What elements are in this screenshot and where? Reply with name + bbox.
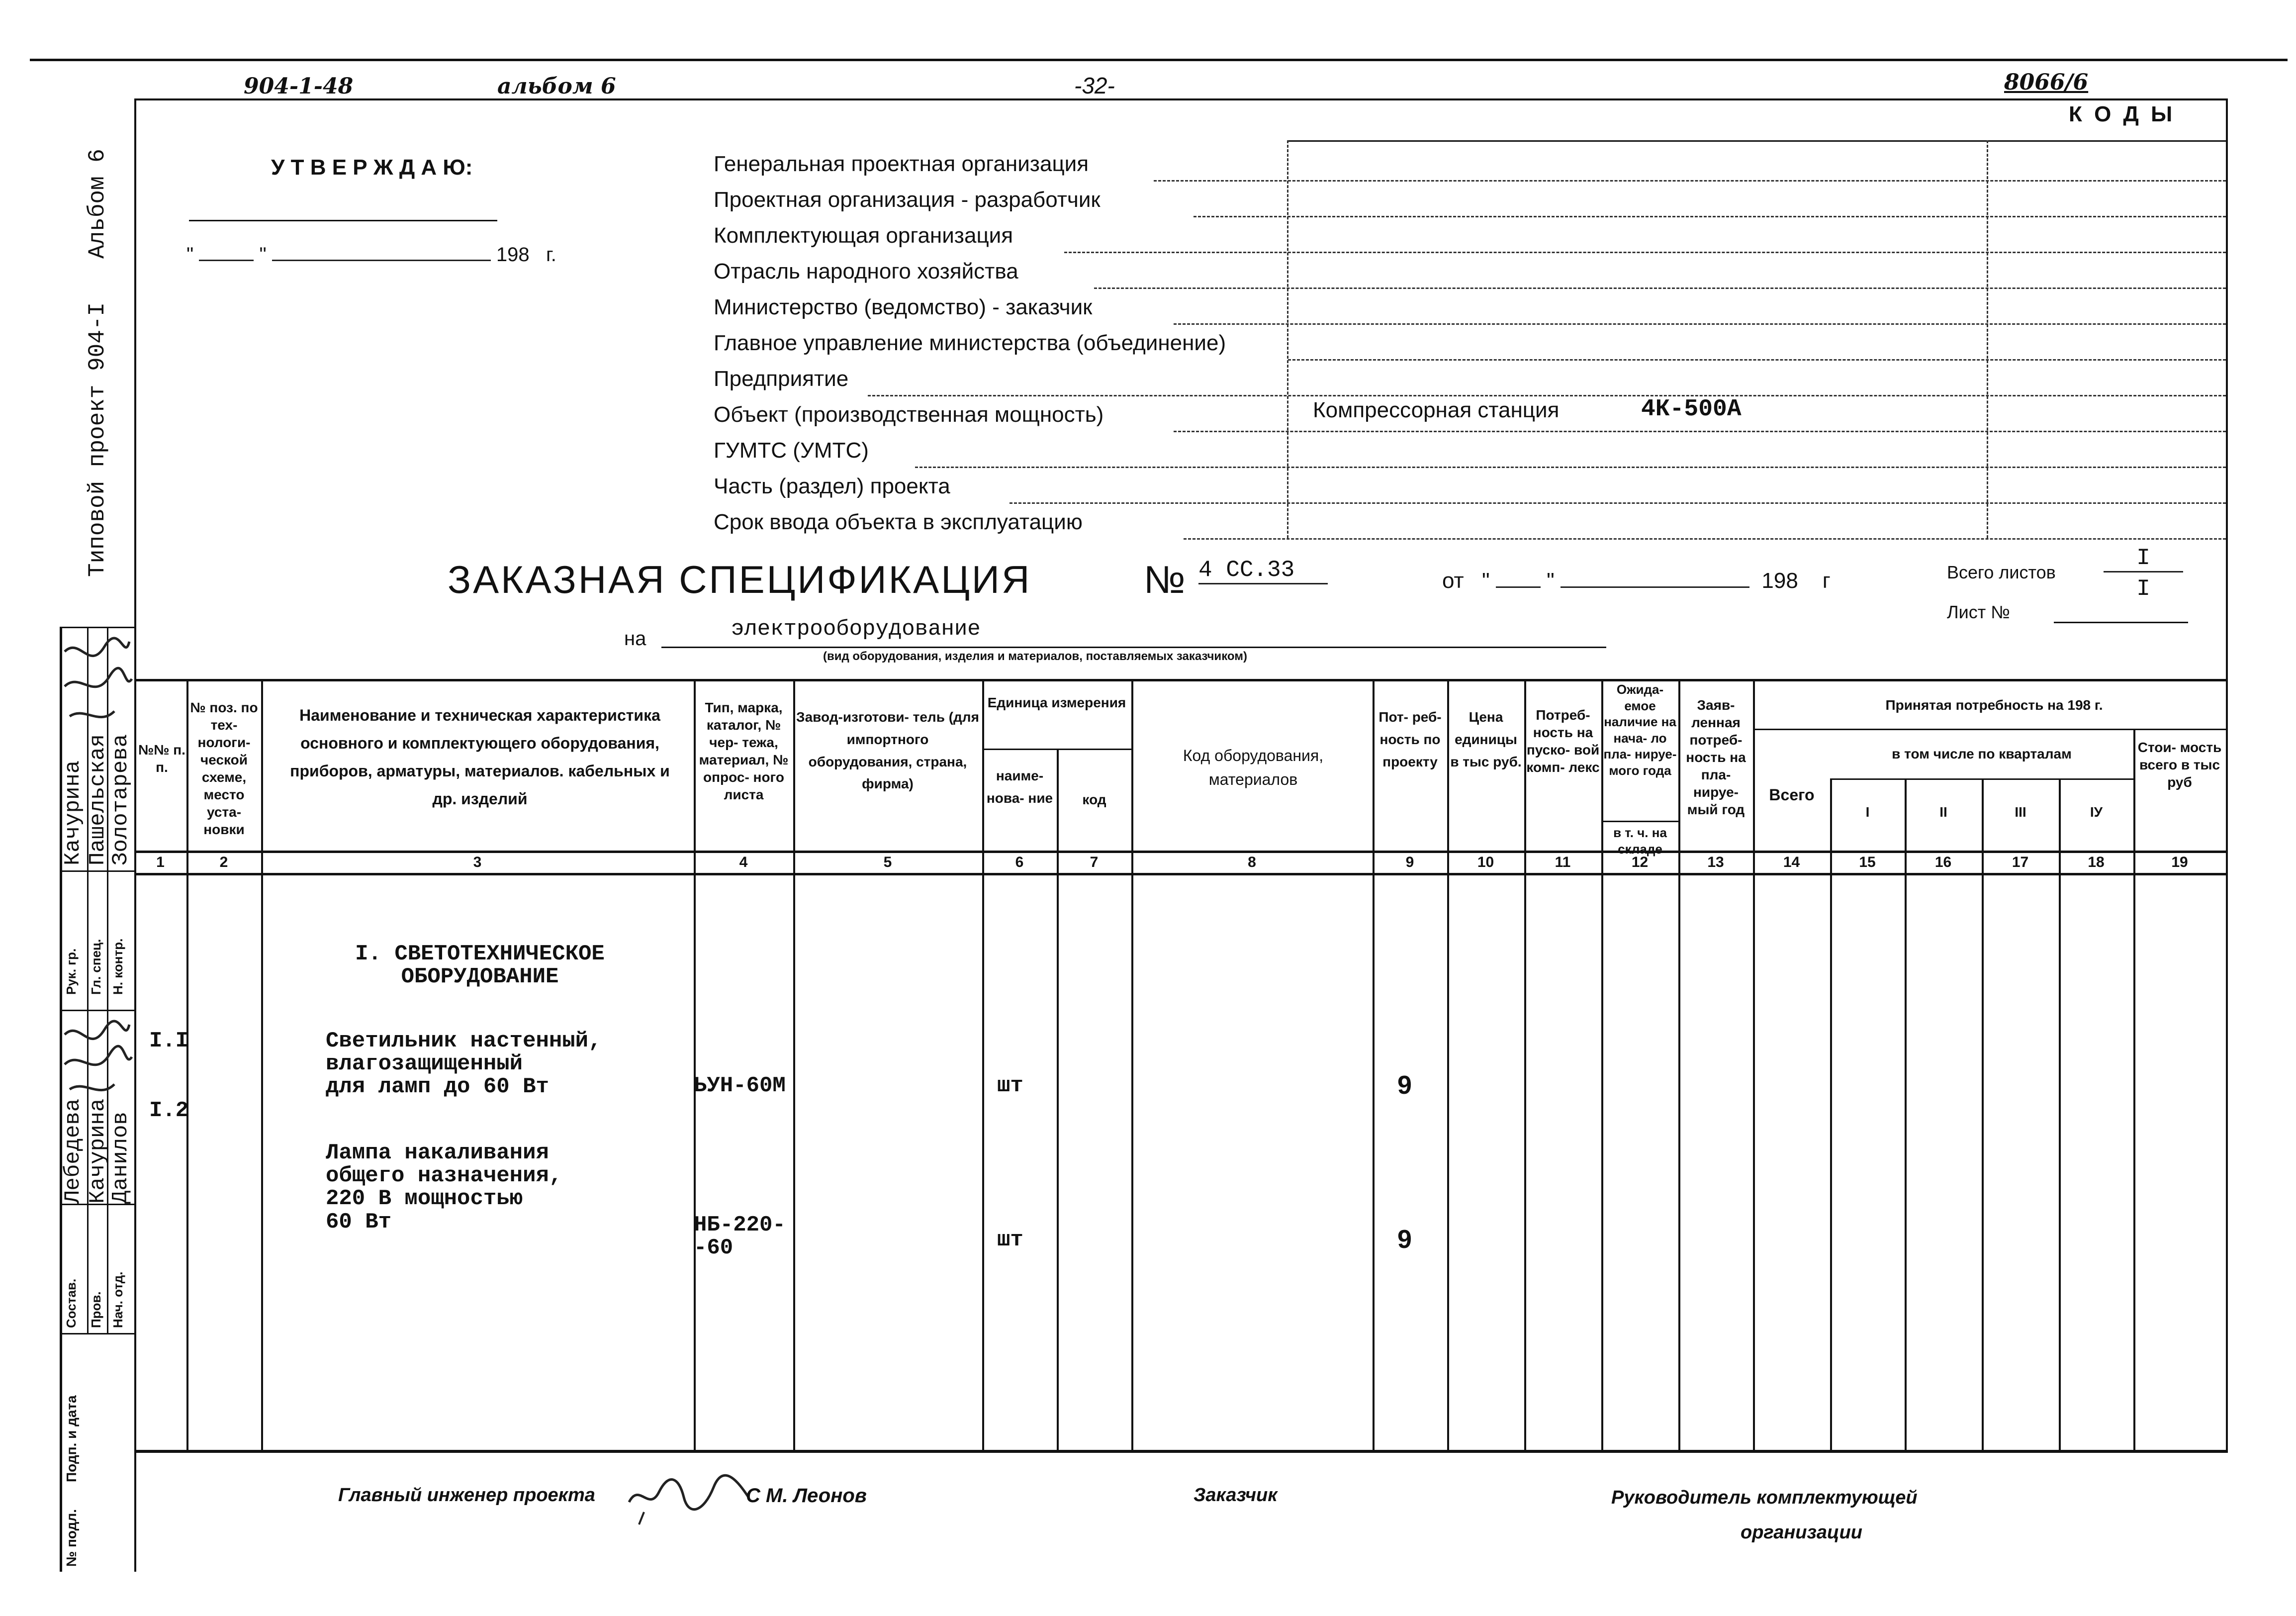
col-num: 13 [1707, 854, 1724, 870]
header-demand: Пот- реб- ность по проекту [1378, 709, 1442, 769]
header-in-stock: в т. ч. на складе [1613, 825, 1667, 856]
row-1-unit: шт [997, 1073, 1023, 1098]
spec-number-prefix: № [1144, 558, 1186, 601]
form-label: Срок ввода объекта в эксплуатацию [714, 510, 1083, 534]
col-num: 16 [1934, 854, 1952, 870]
row-1-qty: 9 [1397, 1071, 1412, 1100]
row-2-type: НБ-220- -60 [694, 1213, 786, 1261]
col-num: 4 [739, 854, 748, 870]
stamp-role: Состав. [64, 1278, 79, 1328]
col-num: 5 [883, 854, 892, 870]
spec-subject-caption: (вид оборудования, изделия и материалов, поставляемых заказчиком) [823, 650, 1247, 663]
date-quote-open: " [186, 244, 194, 266]
approval-date-line [186, 244, 579, 269]
form-label: Министерство (ведомство) - заказчик [714, 295, 1093, 319]
spec-number: 4 СС.33 [1198, 557, 1328, 584]
header-manufacturer: Завод-изготови- тель (для импортного оборудования, страна, фирма) [796, 709, 979, 792]
col-num: 9 [1405, 854, 1414, 870]
row-2-name: Лампа накаливания общего назначения, 220 В мощностью 60 Вт [326, 1141, 562, 1235]
row-2-num: I.2 [149, 1098, 189, 1123]
form-label: Объект (производственная мощность) [714, 402, 1104, 427]
form-label: ГУМТС (УМТС) [714, 438, 869, 463]
col-num: 3 [473, 854, 482, 870]
approval-year-suffix: г. [546, 244, 556, 266]
stamp-role: Гл. спец. [89, 939, 103, 995]
col-num: 8 [1248, 854, 1256, 870]
approval-title: У Т В Е Р Ж Д А Ю: [271, 155, 473, 180]
col-num: 6 [1015, 854, 1024, 870]
form-label: Проектная организация - разработчик [714, 188, 1101, 212]
codes-label: К О Д Ы [2069, 102, 2176, 126]
object-value-2: 4К-500А [1641, 396, 1742, 423]
col-num: 2 [219, 854, 228, 870]
header-q3: III [2015, 804, 2026, 820]
row-1-name: Светильник настенный, влагозащищенный для ламп до 60 Вт [326, 1029, 602, 1100]
col-num: 15 [1859, 854, 1876, 870]
header-declared: Заяв- ленная потреб- ность на пла- нируе- мый год [1686, 697, 1746, 817]
col-num: 19 [2171, 854, 2188, 870]
header-position: № поз. по тех- нологи- ческой схеме, место уста- новки [190, 700, 258, 837]
form-row [714, 331, 2225, 367]
col-num: 12 [1631, 854, 1649, 870]
form-label: Отрасль народного хозяйства [714, 259, 1018, 284]
stamp-name: Пашельская [86, 734, 110, 865]
form-fields [714, 152, 2225, 546]
approval-year: 198 [496, 244, 530, 266]
archive-number: 8066/6 [2004, 70, 2089, 95]
stamp-name: Качурина [61, 760, 86, 865]
header-q1: I [1865, 804, 1870, 820]
header-q2: II [1939, 804, 1947, 820]
form-row [714, 295, 2225, 331]
form-row [714, 259, 2225, 295]
spec-date-line [1482, 569, 1831, 593]
customer-label: Заказчик [1194, 1485, 1278, 1506]
spec-on-label: на [624, 628, 646, 650]
spec-year: 198 [1761, 569, 1798, 593]
side-label-original: № подл. [64, 1509, 79, 1567]
spec-title: ЗАКАЗНАЯ СПЕЦИФИКАЦИЯ [448, 558, 1032, 601]
stamp-name: Золотарева [108, 734, 133, 865]
header-unit-code: код [1082, 792, 1106, 807]
page-number: -32- [1074, 73, 1115, 98]
header-total: Всего [1769, 786, 1815, 804]
form-row [714, 223, 2225, 259]
form-label: Главное управление министерства (объединение) [714, 331, 1226, 355]
header-cost: Стои- мость всего в тыс руб [2137, 740, 2222, 790]
col-num: 10 [1477, 854, 1494, 870]
row-2-unit: шт [997, 1228, 1023, 1252]
row-2-qty: 9 [1397, 1225, 1412, 1254]
chief-engineer-name: С М. Леонов [746, 1485, 867, 1507]
sheet-number: I [2136, 576, 2150, 602]
stamp-signatures-top [60, 632, 134, 731]
header-accepted: Принятая потребность на 198 г. [1885, 697, 2103, 713]
object-value: Компрессорная станция [1313, 398, 1560, 422]
total-sheets-label: Всего листов [1947, 562, 2056, 582]
header-type: Тип, марка, каталог, № чер- тежа, материал, № опрос- ного листа [699, 700, 789, 802]
spec-from-label: от [1442, 569, 1464, 593]
form-row [714, 152, 2225, 188]
header-name: Наименование и техническая характеристика основного и комплектующего оборудования, приборов, арматуры, материалов. кабельных и др. изделий [290, 706, 670, 808]
stamp-role: Пров. [89, 1291, 103, 1328]
col-num: 18 [2088, 854, 2105, 870]
vertical-title-1: Типовой проект 904-I [85, 302, 110, 577]
row-1-num: I.I [149, 1029, 189, 1053]
stamp-name: Лебедева [61, 1098, 86, 1204]
section-title: I. СВЕТОТЕХНИЧЕСКОЕ ОБОРУДОВАНИЕ [355, 942, 605, 990]
stamp-name: Качурина [86, 1098, 110, 1204]
col-num: 14 [1783, 854, 1800, 870]
spec-quote-open: " [1482, 569, 1490, 593]
header-launch-demand: Потреб- ность на пуско- вой комп- лекс [1526, 707, 1600, 775]
spec-subject: электрооборудование [731, 617, 981, 642]
col-num: 7 [1090, 854, 1099, 870]
form-label: Комплектующая организация [714, 223, 1013, 248]
sheet-label: Лист № [1947, 602, 2010, 622]
header-equipment-code: Код оборудования, материалов [1183, 747, 1324, 788]
head-label-2: организации [1741, 1522, 1862, 1543]
form-row [714, 510, 2225, 546]
form-row [714, 474, 2225, 510]
form-label: Часть (раздел) проекта [714, 474, 950, 498]
form-row [714, 188, 2225, 223]
row-1-type: ЬУН-60М [694, 1073, 786, 1098]
side-label-sign-date: Подп. и дата [64, 1395, 79, 1482]
project-number-handwritten: 904-1-48 [244, 74, 354, 99]
header-expected: Ожида- емое наличие на нача- ло пла- нируе- мого года [1603, 682, 1677, 778]
header-price: Цена единицы в тыс руб. [1450, 709, 1522, 769]
album-handwritten: альбом 6 [497, 74, 616, 99]
vertical-title-2: Альбом 6 [85, 149, 110, 259]
total-sheets: I [2104, 545, 2183, 572]
spec-year-suffix: г [1822, 569, 1831, 593]
stamp-name: Данилов [108, 1112, 133, 1204]
stamp-role: Н. контр. [110, 938, 125, 995]
col-num: 11 [1555, 854, 1571, 870]
header-num: №№ п. п. [138, 742, 185, 775]
header-quarters: в том числе по кварталам [1892, 746, 2072, 761]
col-num: 17 [2012, 854, 2029, 870]
header-unit: Единица измерения [987, 695, 1126, 710]
stamp-signatures-bottom [60, 1015, 134, 1104]
chief-engineer-label: Главный инженер проекта [338, 1485, 595, 1506]
head-label-1: Руководитель комплектующей [1611, 1487, 1918, 1508]
stamp-role: Нач. отд. [110, 1271, 125, 1328]
col-num: 1 [156, 854, 165, 870]
header-unit-name: наиме- нова- ние [986, 768, 1053, 806]
form-label: Генеральная проектная организация [714, 152, 1089, 176]
stamp-role: Рук. гр. [64, 948, 79, 995]
form-row [714, 367, 2225, 402]
spec-quote-close: " [1547, 569, 1555, 593]
header-q4: IУ [2090, 804, 2103, 820]
date-quote-close: " [259, 244, 267, 266]
form-label: Предприятие [714, 367, 849, 391]
form-row [714, 438, 2225, 474]
